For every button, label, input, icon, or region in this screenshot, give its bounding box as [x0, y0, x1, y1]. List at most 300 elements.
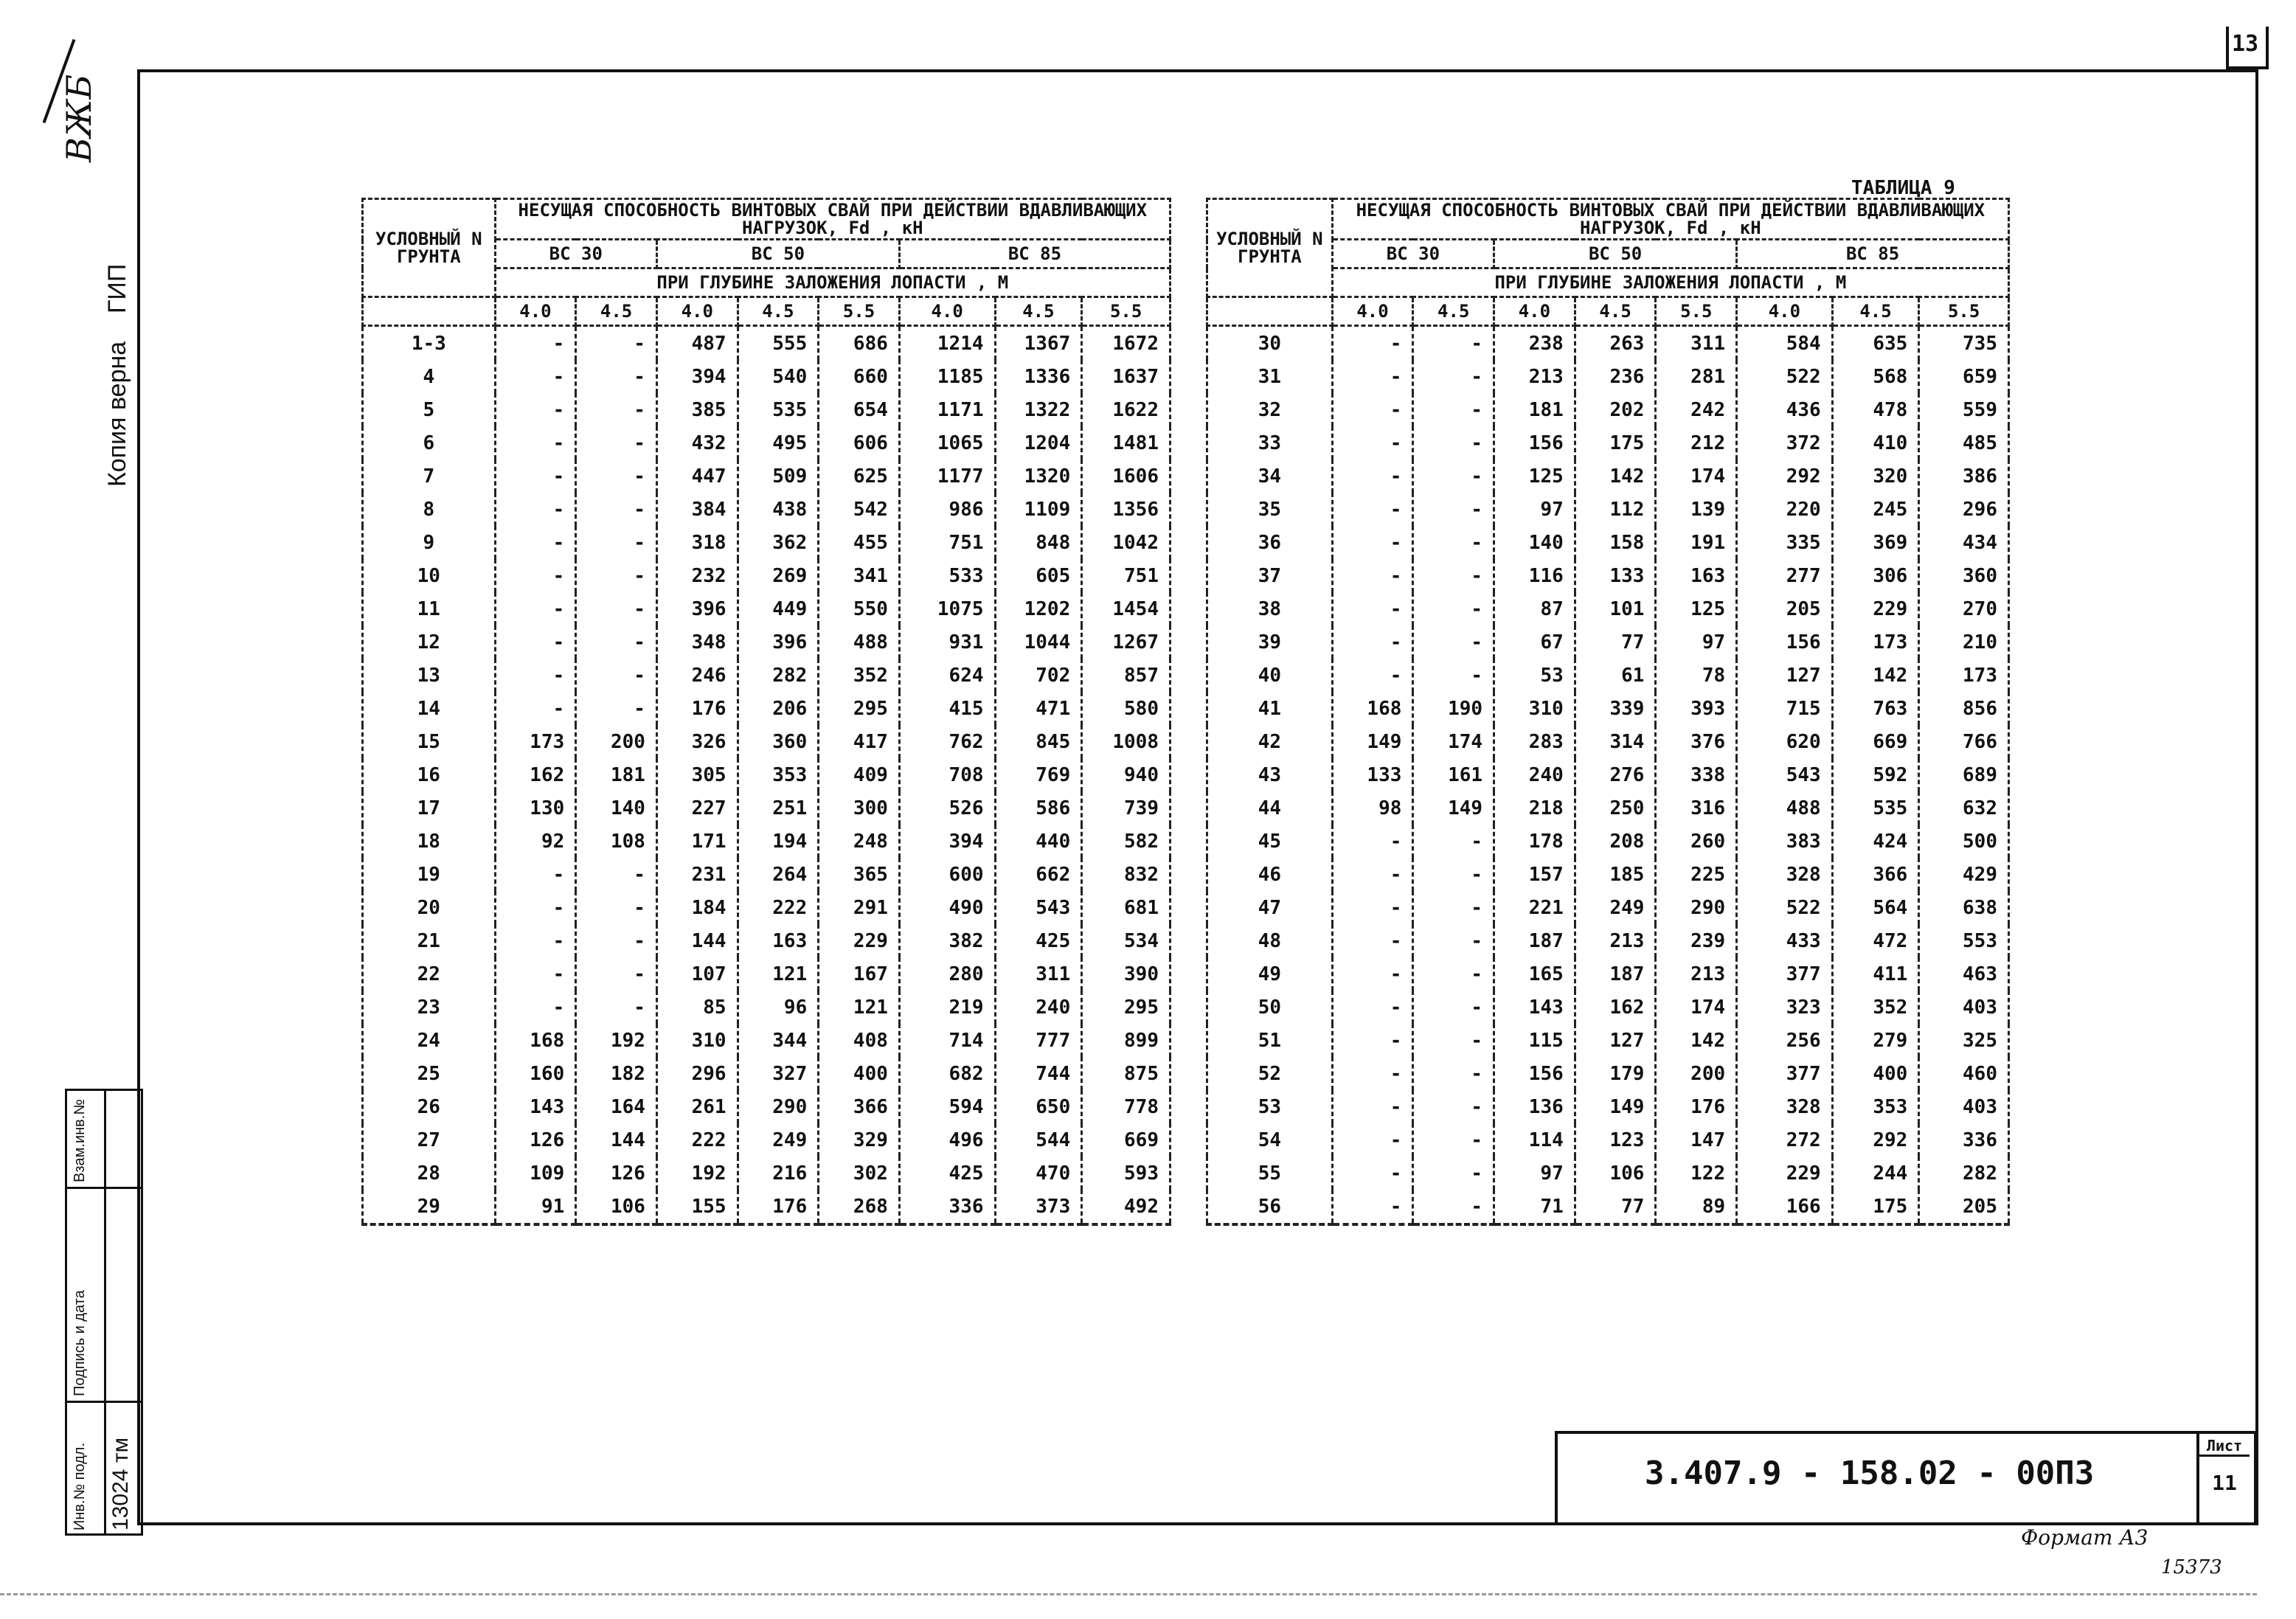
- capacity-cell: 240: [995, 991, 1082, 1024]
- capacity-cell: 176: [1656, 1090, 1737, 1123]
- soil-number-cell: 20: [363, 891, 496, 924]
- capacity-cell: -: [1413, 1090, 1494, 1123]
- capacity-cell: 338: [1656, 758, 1737, 791]
- capacity-cell: 339: [1575, 692, 1656, 725]
- capacity-cell: 182: [576, 1057, 657, 1090]
- capacity-cell: 353: [1832, 1090, 1919, 1123]
- header-group-2: ВС 50: [1494, 240, 1737, 268]
- table-row: [363, 393, 1170, 426]
- capacity-cell: 766: [1919, 725, 2009, 758]
- copy-note: [103, 264, 132, 487]
- capacity-cell: 845: [995, 725, 1082, 758]
- capacity-cell: 400: [1832, 1057, 1919, 1090]
- capacity-cell: 522: [1737, 360, 1833, 393]
- table-row: [1207, 360, 2009, 393]
- table-left: [361, 198, 1171, 1226]
- capacity-cell: 176: [656, 692, 738, 725]
- capacity-cell: 67: [1494, 625, 1575, 659]
- capacity-cell: 1109: [995, 493, 1082, 526]
- soil-number-cell: 55: [1207, 1157, 1333, 1190]
- capacity-cell: 1481: [1082, 426, 1170, 460]
- header-main: НЕСУЩАЯ СПОСОБНОСТЬ ВИНТОВЫХ СВАЙ ПРИ ДЕЙСТВИИ ВДАВЛИВАЮЩИХ НАГРУЗОК, Fd , кН: [1332, 199, 2008, 240]
- depth-value: 4.0: [1737, 297, 1833, 326]
- capacity-cell: 229: [1832, 592, 1919, 625]
- capacity-cell: -: [1332, 858, 1413, 891]
- capacity-cell: 778: [1082, 1090, 1170, 1123]
- capacity-cell: 122: [1656, 1157, 1737, 1190]
- capacity-cell: 144: [576, 1123, 657, 1157]
- capacity-cell: -: [1332, 1090, 1413, 1123]
- capacity-cell: -: [495, 692, 576, 725]
- capacity-cell: 555: [738, 326, 819, 361]
- soil-number-cell: 14: [363, 692, 496, 725]
- capacity-cell: 490: [899, 891, 995, 924]
- capacity-cell: 270: [1919, 592, 2009, 625]
- capacity-cell: -: [495, 659, 576, 692]
- capacity-cell: -: [1332, 1190, 1413, 1224]
- capacity-cell: -: [1413, 1057, 1494, 1090]
- capacity-cell: 535: [738, 393, 819, 426]
- capacity-cell: -: [495, 559, 576, 592]
- soil-number-cell: 48: [1207, 924, 1333, 957]
- capacity-cell: 190: [1413, 692, 1494, 725]
- table-row: [363, 957, 1170, 991]
- capacity-cell: 231: [656, 858, 738, 891]
- capacity-cell: 377: [1737, 957, 1833, 991]
- capacity-cell: 875: [1082, 1057, 1170, 1090]
- capacity-cell: -: [1332, 1024, 1413, 1057]
- table-row: [1207, 625, 2009, 659]
- capacity-cell: 686: [819, 326, 900, 361]
- capacity-cell: 295: [819, 692, 900, 725]
- capacity-cell: 302: [819, 1157, 900, 1190]
- capacity-cell: 157: [1494, 858, 1575, 891]
- capacity-cell: 751: [899, 526, 995, 559]
- capacity-cell: 385: [656, 393, 738, 426]
- table-row: [363, 1157, 1170, 1190]
- capacity-cell: 200: [1656, 1057, 1737, 1090]
- capacity-cell: -: [1413, 1024, 1494, 1057]
- capacity-cell: 114: [1494, 1123, 1575, 1157]
- capacity-cell: 669: [1082, 1123, 1170, 1157]
- capacity-cell: 1622: [1082, 393, 1170, 426]
- side-stamp: [65, 1089, 143, 1536]
- capacity-cell: 471: [995, 692, 1082, 725]
- capacity-cell: 654: [819, 393, 900, 426]
- capacity-cell: 249: [738, 1123, 819, 1157]
- capacity-cell: 239: [1656, 924, 1737, 957]
- capacity-cell: 305: [656, 758, 738, 791]
- capacity-cell: 164: [576, 1090, 657, 1123]
- capacity-cell: 638: [1919, 891, 2009, 924]
- capacity-cell: 316: [1656, 791, 1737, 825]
- table-row: [1207, 393, 2009, 426]
- capacity-cell: 206: [738, 692, 819, 725]
- table-row: [1207, 991, 2009, 1024]
- capacity-cell: 187: [1494, 924, 1575, 957]
- capacity-cell: 352: [1832, 991, 1919, 1024]
- soil-number-cell: 25: [363, 1057, 496, 1090]
- capacity-cell: -: [495, 957, 576, 991]
- soil-number-cell: 41: [1207, 692, 1333, 725]
- capacity-cell: 222: [656, 1123, 738, 1157]
- capacity-cell: 568: [1832, 360, 1919, 393]
- capacity-cell: 282: [1919, 1157, 2009, 1190]
- capacity-cell: 216: [738, 1157, 819, 1190]
- table-row: [363, 791, 1170, 825]
- table-row: [363, 1057, 1170, 1090]
- capacity-cell: 246: [656, 659, 738, 692]
- header-depth: ПРИ ГЛУБИНЕ ЗАЛОЖЕНИЯ ЛОПАСТИ , М: [495, 268, 1170, 297]
- capacity-cell: 106: [576, 1190, 657, 1224]
- soil-number-cell: 33: [1207, 426, 1333, 460]
- capacity-cell: 147: [1656, 1123, 1737, 1157]
- capacity-cell: 78: [1656, 659, 1737, 692]
- capacity-cell: 534: [1082, 924, 1170, 957]
- capacity-cell: 449: [738, 592, 819, 625]
- header-soil-number: УСЛОВНЫЙ N ГРУНТА: [363, 199, 496, 297]
- capacity-cell: 212: [1656, 426, 1737, 460]
- capacity-cell: 311: [1656, 326, 1737, 361]
- capacity-cell: -: [1413, 1123, 1494, 1157]
- capacity-cell: 125: [1656, 592, 1737, 625]
- capacity-cell: 136: [1494, 1090, 1575, 1123]
- table-row: [363, 326, 1170, 361]
- capacity-cell: 143: [1494, 991, 1575, 1024]
- capacity-cell: 856: [1919, 692, 2009, 725]
- capacity-cell: 1267: [1082, 625, 1170, 659]
- capacity-cell: 115: [1494, 1024, 1575, 1057]
- capacity-cell: 369: [1832, 526, 1919, 559]
- soil-number-cell: 35: [1207, 493, 1333, 526]
- stamp-sign-label: Подпись и дата: [72, 1290, 88, 1396]
- capacity-cell: 191: [1656, 526, 1737, 559]
- capacity-cell: 126: [495, 1123, 576, 1157]
- capacity-cell: 432: [656, 426, 738, 460]
- table-row: [363, 526, 1170, 559]
- capacity-cell: 219: [899, 991, 995, 1024]
- table-row: [363, 692, 1170, 725]
- table-row: [1207, 592, 2009, 625]
- capacity-cell: 181: [1494, 393, 1575, 426]
- capacity-cell: 97: [1494, 1157, 1575, 1190]
- capacity-cell: 593: [1082, 1157, 1170, 1190]
- capacity-cell: -: [1413, 991, 1494, 1024]
- capacity-cell: 751: [1082, 559, 1170, 592]
- capacity-cell: 702: [995, 659, 1082, 692]
- capacity-cell: 221: [1494, 891, 1575, 924]
- capacity-cell: 260: [1656, 825, 1737, 858]
- header-depth: ПРИ ГЛУБИНЕ ЗАЛОЖЕНИЯ ЛОПАСТИ , М: [1332, 268, 2008, 297]
- depth-value: 4.5: [995, 297, 1082, 326]
- capacity-cell: 272: [1737, 1123, 1833, 1157]
- capacity-cell: -: [1413, 625, 1494, 659]
- capacity-cell: 533: [899, 559, 995, 592]
- capacity-cell: 382: [899, 924, 995, 957]
- header-depth-values: [1207, 297, 2009, 326]
- capacity-cell: 348: [656, 625, 738, 659]
- stamp-replace-label: Взам.инв.№: [72, 1099, 88, 1182]
- capacity-cell: 166: [1737, 1190, 1833, 1224]
- capacity-cell: 1322: [995, 393, 1082, 426]
- depth-value: 4.0: [495, 297, 576, 326]
- capacity-cell: 281: [1656, 360, 1737, 393]
- capacity-cell: 121: [738, 957, 819, 991]
- capacity-cell: 53: [1494, 659, 1575, 692]
- capacity-cell: 107: [656, 957, 738, 991]
- capacity-cell: 543: [995, 891, 1082, 924]
- table-row: [363, 493, 1170, 526]
- capacity-cell: -: [1413, 924, 1494, 957]
- capacity-cell: 600: [899, 858, 995, 891]
- capacity-cell: 1454: [1082, 592, 1170, 625]
- capacity-cell: 335: [1737, 526, 1833, 559]
- capacity-cell: 142: [1656, 1024, 1737, 1057]
- capacity-cell: 232: [656, 559, 738, 592]
- capacity-cell: 296: [656, 1057, 738, 1090]
- capacity-cell: 142: [1832, 659, 1919, 692]
- table-row: [363, 592, 1170, 625]
- soil-number-cell: 31: [1207, 360, 1333, 393]
- soil-number-cell: 30: [1207, 326, 1333, 361]
- capacity-cell: 605: [995, 559, 1082, 592]
- table-row: [1207, 1190, 2009, 1224]
- capacity-cell: -: [1332, 493, 1413, 526]
- capacity-cell: 181: [576, 758, 657, 791]
- capacity-cell: -: [576, 659, 657, 692]
- capacity-cell: 341: [819, 559, 900, 592]
- capacity-cell: -: [495, 991, 576, 1024]
- soil-number-cell: 49: [1207, 957, 1333, 991]
- table-row: [363, 426, 1170, 460]
- capacity-cell: -: [1413, 426, 1494, 460]
- table-row: [363, 1090, 1170, 1123]
- soil-number-cell: 8: [363, 493, 496, 526]
- capacity-cell: 1042: [1082, 526, 1170, 559]
- capacity-cell: 194: [738, 825, 819, 858]
- capacity-cell: -: [1332, 659, 1413, 692]
- table-row: [363, 725, 1170, 758]
- capacity-cell: 250: [1575, 791, 1656, 825]
- capacity-cell: 386: [1919, 460, 2009, 493]
- capacity-cell: 227: [656, 791, 738, 825]
- capacity-cell: 328: [1737, 858, 1833, 891]
- table-row: [1207, 1157, 2009, 1190]
- capacity-cell: 1075: [899, 592, 995, 625]
- table-row: [1207, 758, 2009, 791]
- capacity-cell: 460: [1919, 1057, 2009, 1090]
- capacity-cell: 362: [738, 526, 819, 559]
- capacity-cell: 409: [819, 758, 900, 791]
- capacity-cell: 291: [819, 891, 900, 924]
- capacity-cell: 229: [1737, 1157, 1833, 1190]
- capacity-cell: 624: [899, 659, 995, 692]
- capacity-cell: -: [576, 957, 657, 991]
- capacity-cell: 488: [819, 625, 900, 659]
- capacity-cell: 323: [1737, 991, 1833, 1024]
- capacity-cell: 899: [1082, 1024, 1170, 1057]
- capacity-cell: 1185: [899, 360, 995, 393]
- soil-number-cell: 10: [363, 559, 496, 592]
- capacity-cell: 763: [1832, 692, 1919, 725]
- capacity-cell: 353: [738, 758, 819, 791]
- sheet-label: Лист: [2199, 1437, 2250, 1457]
- soil-number-cell: 16: [363, 758, 496, 791]
- capacity-cell: 857: [1082, 659, 1170, 692]
- stamp-inv-label: Инв.№ подл.: [72, 1442, 88, 1530]
- soil-number-cell: 47: [1207, 891, 1333, 924]
- capacity-cell: 318: [656, 526, 738, 559]
- capacity-cell: 77: [1575, 1190, 1656, 1224]
- capacity-cell: 769: [995, 758, 1082, 791]
- capacity-cell: 553: [1919, 924, 2009, 957]
- capacity-cell: 220: [1737, 493, 1833, 526]
- table-row: [1207, 725, 2009, 758]
- table-row: [363, 360, 1170, 393]
- soil-number-cell: 54: [1207, 1123, 1333, 1157]
- soil-number-cell: 38: [1207, 592, 1333, 625]
- table-row: [1207, 692, 2009, 725]
- capacity-cell: 1672: [1082, 326, 1170, 361]
- capacity-cell: 415: [899, 692, 995, 725]
- capacity-cell: 158: [1575, 526, 1656, 559]
- capacity-cell: 92: [495, 825, 576, 858]
- table-row: [363, 991, 1170, 1024]
- capacity-cell: -: [1332, 1123, 1413, 1157]
- table-row: [1207, 326, 2009, 361]
- capacity-cell: 222: [738, 891, 819, 924]
- table-row: [1207, 526, 2009, 559]
- capacity-cell: 360: [738, 725, 819, 758]
- table-row: [1207, 924, 2009, 957]
- table-row: [363, 924, 1170, 957]
- capacity-cell: -: [1332, 526, 1413, 559]
- capacity-cell: 580: [1082, 692, 1170, 725]
- capacity-cell: -: [1332, 592, 1413, 625]
- capacity-cell: -: [1413, 460, 1494, 493]
- capacity-cell: 178: [1494, 825, 1575, 858]
- capacity-cell: -: [576, 692, 657, 725]
- capacity-cell: -: [495, 393, 576, 426]
- capacity-cell: -: [1413, 1190, 1494, 1224]
- capacity-cell: 739: [1082, 791, 1170, 825]
- capacity-cell: 213: [1494, 360, 1575, 393]
- capacity-cell: 708: [899, 758, 995, 791]
- capacity-cell: -: [1332, 1157, 1413, 1190]
- capacity-cell: -: [1332, 891, 1413, 924]
- capacity-cell: 149: [1332, 725, 1413, 758]
- capacity-cell: 372: [1737, 426, 1833, 460]
- capacity-cell: 544: [995, 1123, 1082, 1157]
- capacity-cell: -: [1332, 326, 1413, 361]
- capacity-cell: -: [495, 360, 576, 393]
- capacity-cell: 139: [1656, 493, 1737, 526]
- depth-value: 4.0: [899, 297, 995, 326]
- capacity-cell: 1214: [899, 326, 995, 361]
- soil-number-cell: 9: [363, 526, 496, 559]
- soil-number-cell: 52: [1207, 1057, 1333, 1090]
- capacity-cell: 292: [1737, 460, 1833, 493]
- capacity-cell: 167: [819, 957, 900, 991]
- capacity-cell: 488: [1737, 791, 1833, 825]
- soil-number-cell: 11: [363, 592, 496, 625]
- table-right: [1206, 198, 2010, 1226]
- capacity-cell: -: [1413, 1157, 1494, 1190]
- capacity-cell: 455: [819, 526, 900, 559]
- capacity-cell: 470: [995, 1157, 1082, 1190]
- capacity-cell: 662: [995, 858, 1082, 891]
- capacity-cell: 61: [1575, 659, 1656, 692]
- capacity-cell: 77: [1575, 625, 1656, 659]
- table-row: [1207, 1057, 2009, 1090]
- capacity-cell: 236: [1575, 360, 1656, 393]
- capacity-cell: 1171: [899, 393, 995, 426]
- capacity-cell: 218: [1494, 791, 1575, 825]
- capacity-cell: 542: [819, 493, 900, 526]
- capacity-cell: 242: [1656, 393, 1737, 426]
- capacity-cell: 632: [1919, 791, 2009, 825]
- capacity-cell: 156: [1494, 426, 1575, 460]
- capacity-cell: 681: [1082, 891, 1170, 924]
- capacity-cell: 328: [1737, 1090, 1833, 1123]
- capacity-cell: 310: [656, 1024, 738, 1057]
- header-group-2: ВС 50: [656, 240, 899, 268]
- soil-number-cell: 27: [363, 1123, 496, 1157]
- capacity-cell: 659: [1919, 360, 2009, 393]
- capacity-cell: -: [1413, 891, 1494, 924]
- capacity-cell: 377: [1737, 1057, 1833, 1090]
- capacity-cell: 762: [899, 725, 995, 758]
- capacity-cell: 155: [656, 1190, 738, 1224]
- capacity-cell: 162: [1575, 991, 1656, 1024]
- capacity-cell: 121: [819, 991, 900, 1024]
- capacity-cell: 168: [495, 1024, 576, 1057]
- capacity-cell: 144: [656, 924, 738, 957]
- capacity-cell: 269: [738, 559, 819, 592]
- capacity-cell: 715: [1737, 692, 1833, 725]
- capacity-cell: 592: [1832, 758, 1919, 791]
- capacity-cell: 264: [738, 858, 819, 891]
- capacity-cell: 526: [899, 791, 995, 825]
- capacity-cell: 163: [738, 924, 819, 957]
- capacity-cell: 187: [1575, 957, 1656, 991]
- capacity-cell: 280: [899, 957, 995, 991]
- capacity-cell: 263: [1575, 326, 1656, 361]
- capacity-cell: 168: [1332, 692, 1413, 725]
- soil-number-cell: 43: [1207, 758, 1333, 791]
- capacity-cell: 310: [1494, 692, 1575, 725]
- capacity-cell: 125: [1494, 460, 1575, 493]
- capacity-cell: 360: [1919, 559, 2009, 592]
- capacity-cell: -: [1413, 825, 1494, 858]
- capacity-cell: -: [495, 460, 576, 493]
- capacity-cell: 276: [1575, 758, 1656, 791]
- capacity-cell: -: [1332, 1057, 1413, 1090]
- capacity-cell: 261: [656, 1090, 738, 1123]
- document-code: 3.407.9 - 158.02 - 00ПЗ: [1645, 1455, 2095, 1492]
- capacity-cell: 326: [656, 725, 738, 758]
- capacity-cell: 97: [1656, 625, 1737, 659]
- table-row: [363, 559, 1170, 592]
- soil-number-cell: 26: [363, 1090, 496, 1123]
- capacity-cell: 540: [738, 360, 819, 393]
- table-row: [1207, 493, 2009, 526]
- capacity-cell: 669: [1832, 725, 1919, 758]
- capacity-cell: -: [495, 891, 576, 924]
- capacity-cell: -: [576, 493, 657, 526]
- soil-number-cell: 18: [363, 825, 496, 858]
- capacity-cell: 87: [1494, 592, 1575, 625]
